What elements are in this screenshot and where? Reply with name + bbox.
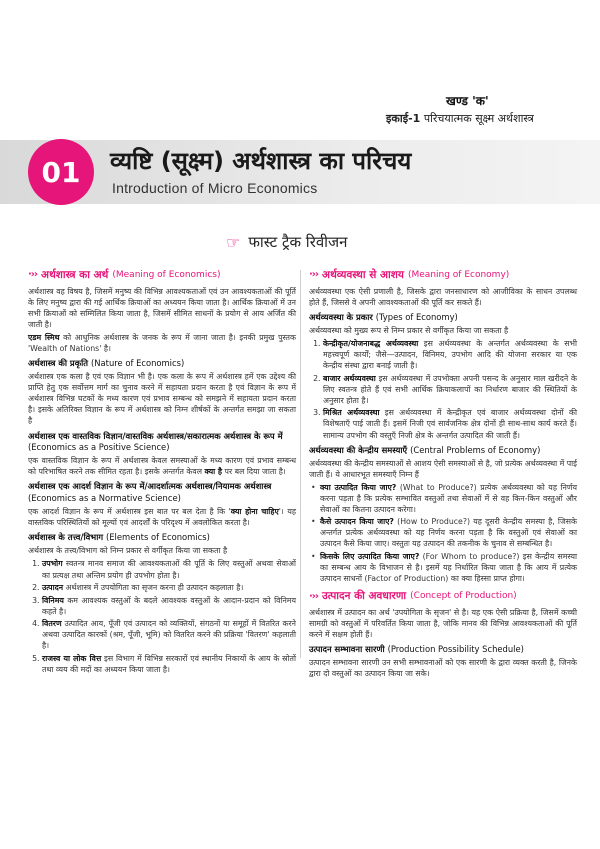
list-item-text: (How to Produce?) यह दूसरी केन्द्रीय समस्या है, जिसके अन्तर्गत प्रत्येक अर्थव्यवस्था को यह निर्णय करना पड़ता है कि वस्तुओं एवं सेवाओं का उत्पादन कैसे किया जाए। वस्तुतः यह उत्पादन की तकनीक के चुनाव से सम्बन्धित है। [320,517,577,549]
header-block [386,92,556,126]
heading-hindi: अर्थव्यवस्था से आशय [322,269,404,281]
bold-term: उपभोग [42,559,63,569]
pointing-hand-icon: ☞ [226,232,241,252]
section-heading [309,268,577,283]
paragraph: अर्थशास्त्र में उत्पादन का अर्थ 'उपयोगिता के सृजन' से है। यह एक ऐसी प्रक्रिया है, जिसमें कच्ची सामग्री को वस्तुओं में परिवर्तित किया जाता है, जोकि मानव की विभिन्न आवश्यकताओं की पूर्ति करने में सक्षम होती हैं। [309,608,577,640]
unit-line [386,111,556,126]
chapter-title-english: Introduction of Micro Economics [112,180,318,196]
list-item [42,653,296,675]
bold-term: क्या होना चाहिए [230,507,279,517]
list-item-text: (What to Produce?) प्रत्येक अर्थव्यवस्था को यह निर्णय करना पड़ता है कि प्रत्येक सम्भावित वस्तुओं तथा सेवाओं में से वह किन-किन वस्तुओं और सेवाओं का कितना उत्पादन करेगा। [320,482,577,514]
subheading-hindi: अर्थशास्त्र के तत्त्व/विभाग [28,532,104,543]
subheading [28,481,296,505]
subheading-hindi: अर्थशास्त्र एक आदर्श विज्ञान के रूप में/आदर्शात्मक अर्थशास्त्र/नियामक अर्थशास्त्र [28,481,272,492]
revision-label: फास्ट ट्रैक रिवीजन [248,233,348,251]
heading-english: (Meaning of Economy) [407,270,510,281]
bold-term: कैसे उत्पादन किया जाए? [320,517,394,527]
list-item-text: अर्थशास्त्र में उपयोगिता का सृजन करना ही उत्पादन कहलाता है। [63,583,244,593]
list-item [323,373,577,406]
paragraph-text: पर बल दिया जाता है। [222,467,286,477]
subheading-english: (Central Problems of Economy) [410,444,541,455]
bold-term: उत्पादन [42,583,64,593]
subheading-hindi: अर्थशास्त्र एक वास्तविक विज्ञान/वास्तविक अर्थशास्त्र/सकारात्मक अर्थशास्त्र के रूप में [28,430,283,441]
subheading-hindi: उत्पादन सम्भावना सारणी [309,644,385,655]
arrow-icon: ·›› [309,269,319,281]
section-label: खण्ड 'क' [446,94,489,108]
list-item [42,595,296,617]
list-item-text: उत्पादित आय, पूँजी एवं उत्पादन को व्यक्तियों, संगठनों या समूहों में वितरित करने अथवा उत्पादित कारकों (श्रम, पूँजी, भूमि) को वितरित करने की प्रक्रिया 'वितरण' कहलाती है। [42,619,296,651]
subheading-english: (Economics as a Positive Science) [28,442,170,453]
paragraph-text: को आधुनिक अर्थशास्त्र के जनक के रूप में जाना जाता है। इनकी प्रमुख पुस्तक 'Wealth of Nations' है। [28,333,296,354]
list-item-text: स्वतन्त्र मानव समाज की आवश्यकताओं की पूर्ति के लिए वस्तुओं अथवा सेवाओं का प्रत्यक्ष तथा अन्तिम प्रयोग ही उपभोग होता है। [42,559,296,580]
bold-term: वितरण [42,619,62,629]
subheading-hindi: अर्थव्यवस्था के प्रकार [309,312,373,323]
list-item-text: इस अर्थव्यवस्था के अन्तर्गत अर्थव्यवस्था के सभी महत्त्वपूर्ण कार्यों; जैसे—उत्पादन, विनिमय, उपभोग आदि की योजना सरकार या एक केन्द्रीय संस्था द्वारा बनाई जाती है। [323,339,577,371]
paragraph: अर्थव्यवस्था एक ऐसी प्रणाली है, जिसके द्वारा जनसाधारण को आजीविका के साधन उपलब्ध होते हैं, जिससे वे अपनी आवश्यकताओं की पूर्ति कर सकते हैं। [309,286,577,307]
unit-label: इकाई-1 [386,112,421,125]
subheading-english: (Production Possibility Schedule) [387,644,524,655]
paragraph: अर्थशास्त्र के तत्त्व/विभाग को निम्न प्रकार से वर्गीकृत किया जा सकता है [28,546,228,556]
subheading [309,445,577,457]
subheading-english: (Nature of Economics) [91,358,185,369]
bold-term: मिश्रित अर्थव्यवस्था [323,408,380,418]
paragraph-text: एक वास्तविक विज्ञान के रूप में अर्थशास्त्र केवल समस्याओं के मध्य कारण एवं प्रभाव सम्बन्ध को परिभाषित करने तक सीमित रहता है। इसके अन्तर्गत केवल [28,456,296,477]
paragraph: अर्थव्यवस्था को मुख्य रूप से निम्न प्रकार से वर्गीकृत किया जा सकता है [309,325,509,335]
subheading-hindi: अर्थशास्त्र की प्रकृति [28,358,89,369]
list-item [311,516,577,549]
list-item [42,582,296,593]
list-item [311,482,577,515]
bold-term: केन्द्रीकृत/योजनाबद्ध अर्थव्यवस्था [323,339,419,349]
unit-title: परिचयात्मक सूक्ष्म अर्थशास्त्र [423,112,534,125]
subheading [309,312,577,324]
arrow-icon: ·›› [309,590,319,602]
list-item [42,618,296,651]
column-divider [300,270,301,658]
central-problems-list [309,482,577,585]
heading-hindi: अर्थशास्त्र का अर्थ [41,269,109,281]
list-item [311,551,577,584]
bold-term: राजस्व या लोक वित्त [42,653,102,663]
list-item [42,558,296,580]
paragraph [28,455,296,477]
subheading [309,644,577,656]
subheading [28,532,296,544]
bold-term: किसके लिए उत्पादित किया जाए? [320,552,420,561]
list-item-text: कम आवश्यक वस्तुओं के बदले आवश्यक वस्तुओं के आदान-प्रदान को विनिमय कहते है। [42,595,296,616]
bold-term: विनिमय [42,595,64,605]
right-column [309,268,577,681]
heading-english: (Concept of Production) [410,591,517,602]
bold-term: बाजार अर्थव्यवस्था [323,373,376,383]
chapter-title-hindi: व्यष्टि (सूक्ष्म) अर्थशास्त्र का परिचय [110,147,412,175]
subheading-english: (Types of Economy) [375,312,458,323]
subheading-english: (Elements of Economics) [106,532,210,543]
list-item-text: (For Whom to produce?) इस केन्द्रीय समस्या का सम्बन्ध आय के विभाजन से है। इसमें यह निर्धारित किया जाता है कि आय में प्रत्येक उत्पादन साधनों (Factor of Production) का क्या हिस्सा प्राप्त होगा। [320,552,578,584]
heading-english: (Meaning of Economics) [112,270,221,281]
list-item [323,407,577,440]
arrow-icon: ·›› [28,269,38,281]
paragraph: अर्थशास्त्र वह विषय है, जिसमें मनुष्य की विभिन्न आवश्यकताओं एवं उन आवश्यकताओं की पूर्ति के लिए मनुष्य द्वारा की गई आर्थिक क्रियाओं का अध्ययन किया जाता है। आर्थिक क्रियाओं में उन सभी क्रियाओं को सम्मिलित किया जाता है, जिसमें सीमित साधनों के प्रयोग से आय अर्जित की जाती है। [28,286,296,330]
subheading [28,358,296,370]
bold-term: क्या उत्पादित किया जाए? [320,482,397,492]
bold-term: क्या है [204,467,223,477]
chapter-number-badge: 01 [28,139,94,205]
paragraph-text: एक आदर्श विज्ञान के रूप में अर्थशास्त्र इस बात पर बल देता है कि ' [28,507,231,517]
section-heading [309,589,577,604]
subheading-hindi: अर्थव्यवस्था की केन्द्रीय समस्याएँ [309,444,408,455]
list-item-text: इस अर्थव्यवस्था में केन्द्रीकृत एवं बाजार अर्थव्यवस्था दोनों की विशेषताएँ पाई जाती हैं। इसमें निजी एवं सार्वजनिक क्षेत्र दोनों ही साथ-साथ कार्य करते हैं। सामान्य उपभोग की वस्तुएँ निजी क्षेत्र के अन्तर्गत उत्पादित की जाती हैं। [323,408,577,440]
paragraph [28,506,296,528]
paragraph: उत्पादन सम्भावना सारणी उन सभी सम्भावनाओं को एक सारणी के द्वारा व्यक्त करती है, जिनके द्वारा दो वस्तुओं का उत्पादन किया जा सके। [309,658,577,679]
economy-types-list [309,338,577,441]
section-heading [28,268,296,283]
left-column [28,268,296,677]
revision-heading [226,232,348,252]
list-item-text: इस अर्थव्यवस्था में उपभोक्ता अपनी पसन्द के अनुसार माल खरीदने के लिए स्वतन्त्र होते हैं एवं सभी आर्थिक क्रियाकलापों का निर्धारण बाजार की स्थितियों के अनुसार होता है। [323,373,577,405]
paragraph: अर्थशास्त्र एक कला है एवं एक विज्ञान भी है। एक कला के रूप में अर्थशास्त्र हमें एक उद्देश्य की प्राप्ति हेतु एक सर्वोत्तम मार्ग का चुनाव करने में सहायता प्रदान करता है एवं विज्ञान के रूप में अर्थशास्त्र विभिन्न घटकों के मध्य कारण एवं प्रभाव सम्बन्ध को समझने में सहायता प्रदान करता है। इसके अतिरिक्त विज्ञान के रूप में अर्थशास्त्र को निम्न शीर्षकों के अन्तर्गत समझा जा सकता है [28,372,296,426]
paragraph [28,332,296,354]
paragraph: अर्थव्यवस्था की केन्द्रीय समस्याओं से आशय ऐसी समस्याओं से है, जो प्रत्येक अर्थव्यवस्था में पाई जाती हैं। ये आधारभूत समस्याएँ निम्न हैं [309,458,577,479]
paragraph-text: '। यह वास्तविक परिस्थितियों को मूल्यों एवं आदर्शों के परिदृश्य में अवलोकित करता है। [28,507,296,528]
elements-list [28,558,296,675]
list-item-text: इस विभाग में विभिन्न सरकारों एवं स्थानीय निकायों के आय के स्रोतों तथा व्यय की मदों का अध्ययन किया जाता है। [42,653,296,674]
subheading-english: (Economics as a Normative Science) [28,493,181,504]
list-item [323,338,577,371]
subheading [28,431,296,455]
bold-term: एडम स्मिथ [28,333,60,343]
heading-hindi: उत्पादन की अवधारणा [322,590,407,603]
